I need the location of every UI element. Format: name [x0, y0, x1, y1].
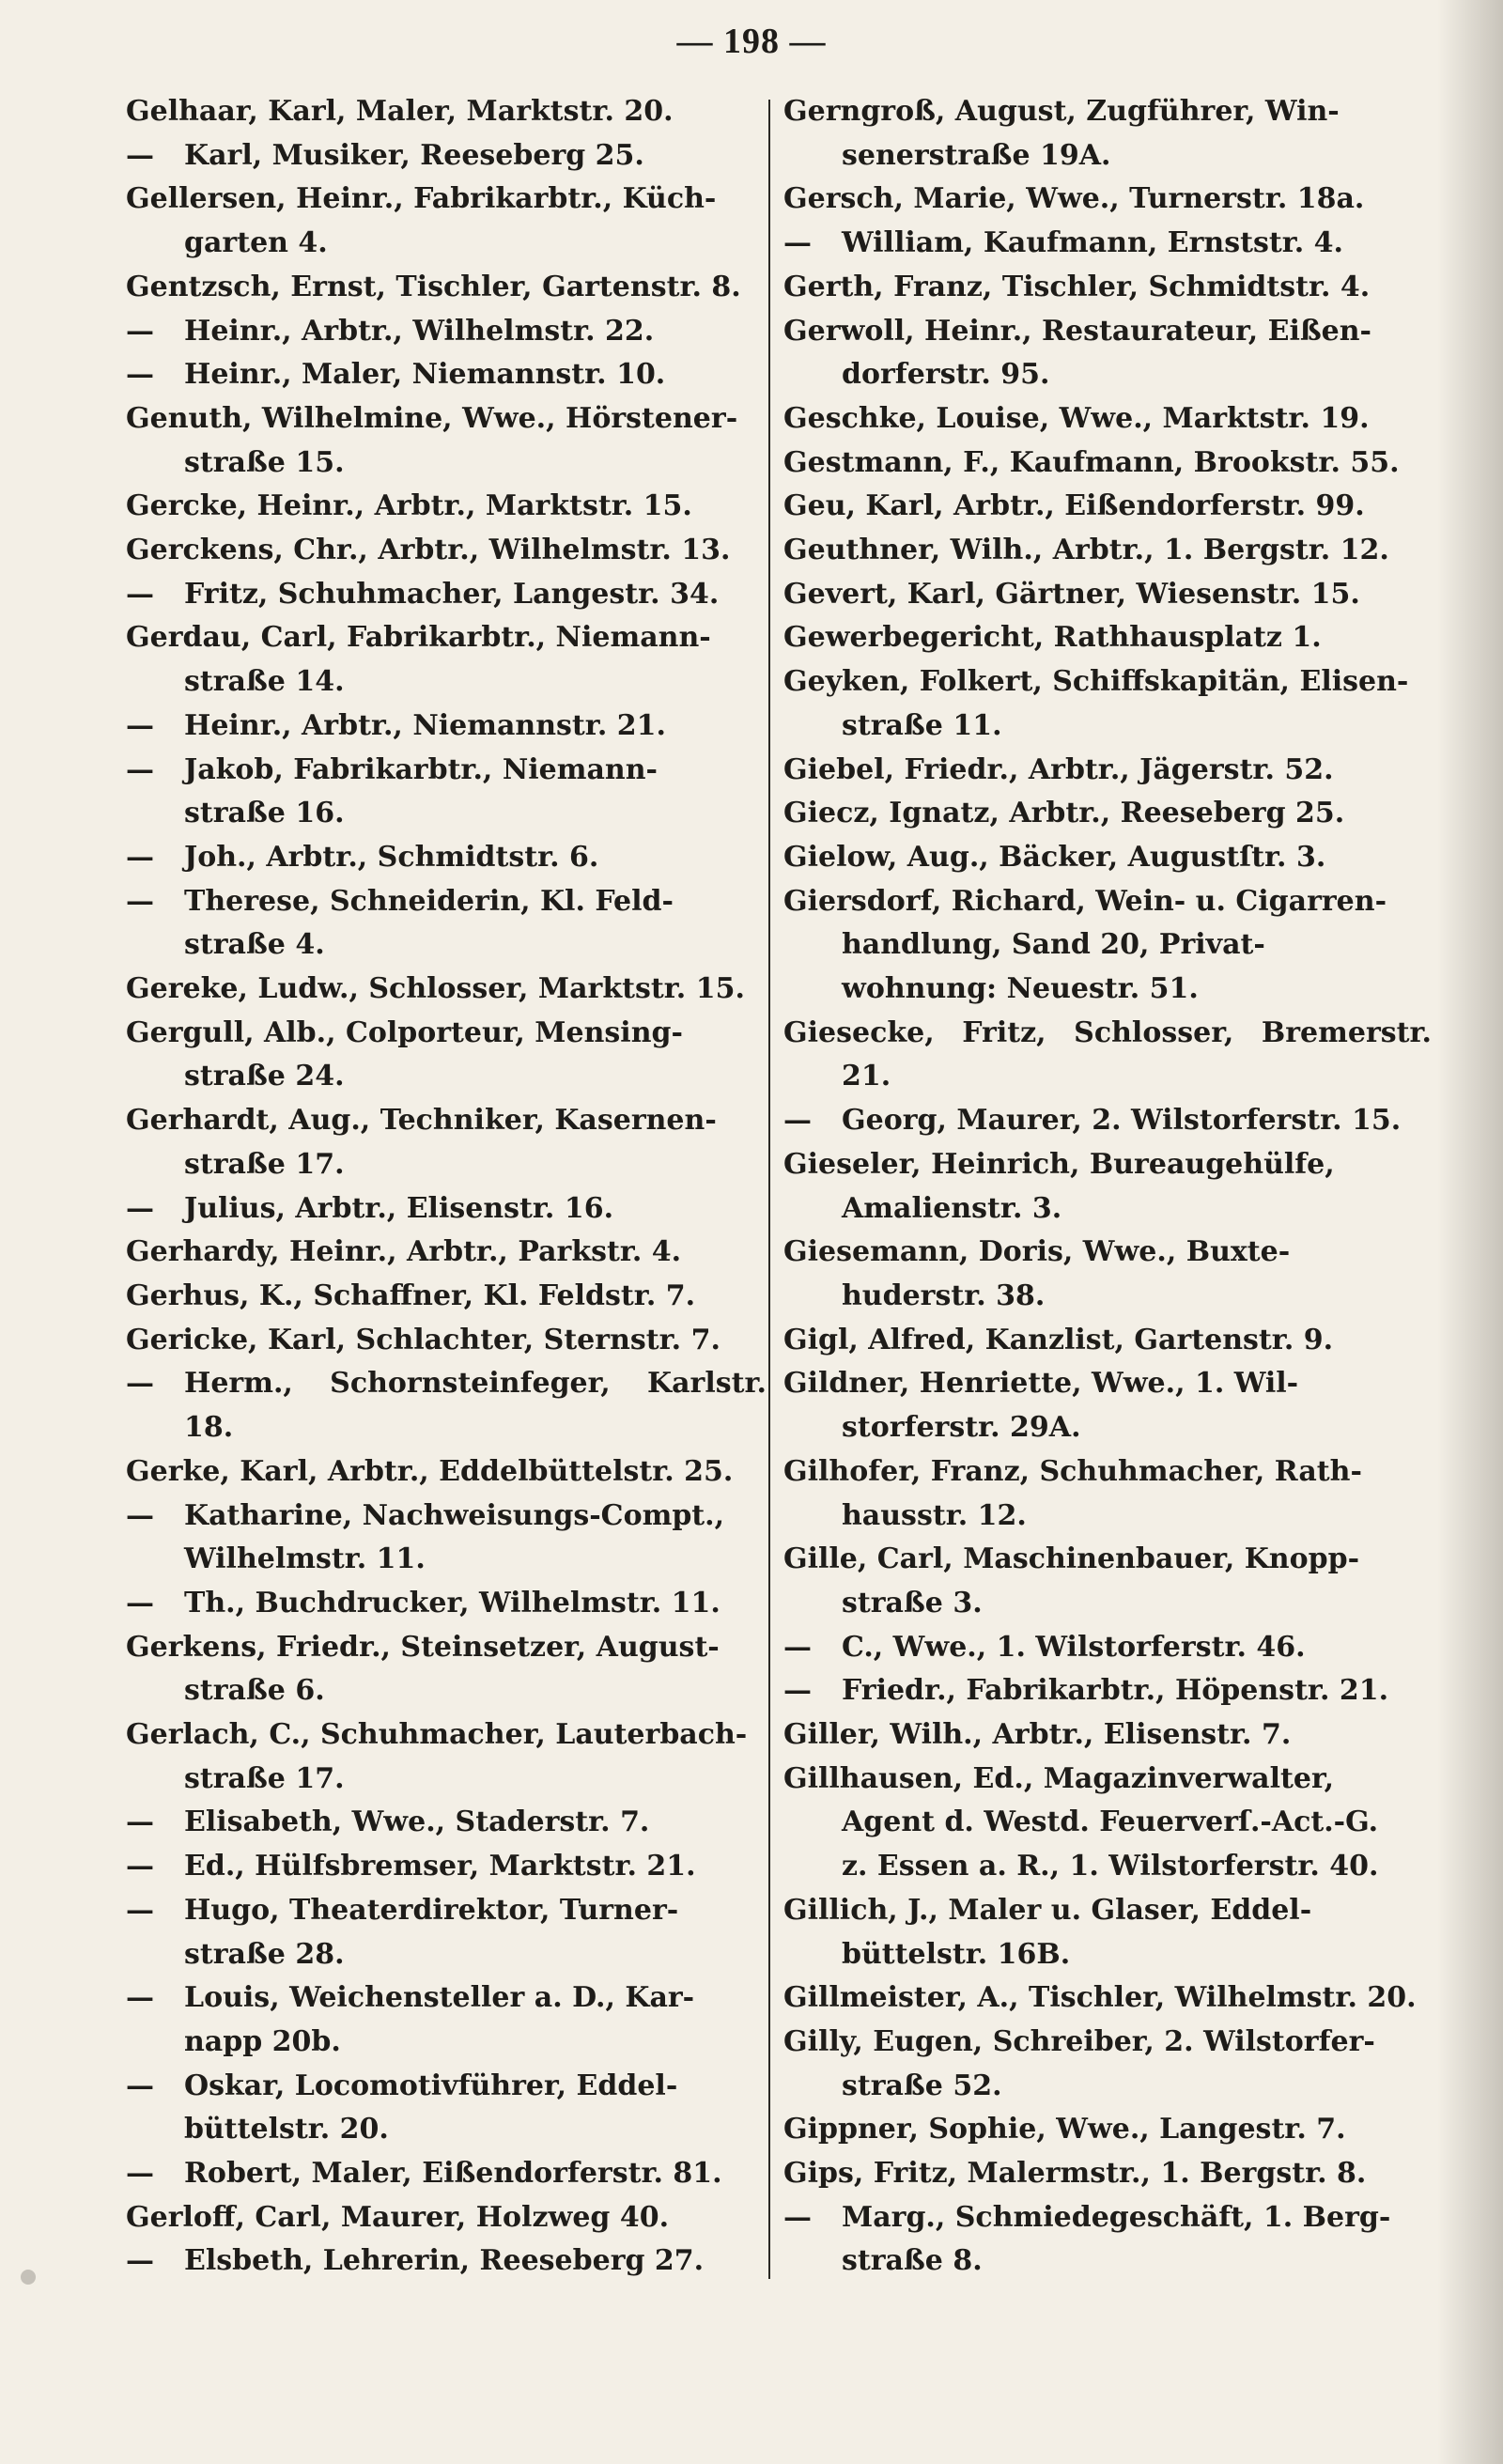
entry-line: büttelstr. 16B.: [842, 1937, 1071, 1971]
directory-entry: [783, 1362, 1432, 1449]
directory-entry: [783, 1626, 1432, 1670]
directory-entry: [126, 1889, 767, 1976]
entry-line: straße 6.: [184, 1674, 325, 1708]
entry-line: Wilhelmstr. 11.: [184, 1542, 426, 1576]
directory-entry: [126, 749, 767, 836]
entry-line: Giecz, Ignatz, Arbtr., Reeseberg 25.: [783, 797, 1345, 830]
entry-line: Gerwoll, Heinr., Restaurateur, Eißen-: [783, 314, 1371, 348]
entry-line: Therese, Schneiderin, Kl. Feld-: [184, 884, 674, 918]
directory-entry: [783, 573, 1432, 617]
entry-line: Gerhardt, Aug., Techniker, Kasernen-: [126, 1104, 717, 1138]
directory-entry: [126, 353, 767, 397]
directory-entry: [126, 1495, 767, 1582]
directory-entry: [126, 1582, 767, 1626]
entry-line: Amalienstr. 3.: [842, 1191, 1062, 1225]
entry-line: straße 52.: [842, 2069, 1002, 2102]
directory-entry: [126, 90, 767, 134]
ditto-dash: —: [783, 1630, 812, 1664]
directory-entry: [126, 1012, 767, 1099]
directory-entry: [783, 1450, 1432, 1538]
directory-entry: [126, 1976, 767, 2064]
directory-entry: [783, 1012, 1432, 1099]
ditto-dash: —: [126, 1367, 154, 1401]
ditto-dash: —: [126, 752, 154, 786]
ditto-dash: —: [126, 1981, 154, 2015]
ditto-dash: —: [783, 1104, 812, 1138]
entry-line: straße 4.: [184, 928, 325, 962]
entry-line: Karl, Musiker, Reeseberg 25.: [184, 138, 644, 172]
entry-line: straße 17.: [184, 1147, 345, 1181]
directory-entry: [783, 1319, 1432, 1363]
entry-line: handlung, Sand 20, Privat-: [842, 928, 1265, 962]
directory-entry: [126, 1231, 767, 1275]
entry-line: Heinr., Maler, Niemannstr. 10.: [184, 358, 666, 392]
directory-entry: [783, 880, 1432, 1012]
entry-line: Georg, Maurer, 2. Wilstorferstr. 15.: [842, 1104, 1402, 1138]
ditto-dash: —: [126, 1893, 154, 1927]
entry-line: Geuthner, Wilh., Arbtr., 1. Bergstr. 12.: [783, 534, 1389, 567]
directory-entry: [126, 1713, 767, 1801]
entry-line: Gielow, Aug., Bäcker, Augustſtr. 3.: [783, 840, 1326, 874]
directory-entry: [783, 2108, 1432, 2152]
directory-entry: [783, 1713, 1432, 1758]
entry-line: Th., Buchdrucker, Wilhelmstr. 11.: [184, 1586, 721, 1619]
entry-line: Agent d. Westd. Feuerverſ.-Act.-G.: [842, 1805, 1379, 1839]
entry-line: straße 15.: [184, 445, 345, 479]
entry-line: Gerke, Karl, Arbtr., Eddelbüttelstr. 25.: [126, 1454, 734, 1488]
directory-entry: [783, 616, 1432, 660]
entry-line: straße 24.: [184, 1060, 345, 1093]
ditto-dash: —: [126, 2244, 154, 2278]
entry-line: Gerlach, C., Schuhmacher, Lauterbach-: [126, 1718, 748, 1752]
entry-line: Giesemann, Doris, Wwe., Buxte-: [783, 1235, 1291, 1269]
directory-entry: [126, 1099, 767, 1186]
entry-line: Gercke, Heinr., Arbtr., Marktstr. 15.: [126, 489, 692, 523]
entry-line: Robert, Maler, Eißendorferstr. 81.: [184, 2157, 722, 2191]
entry-line: straße 11.: [842, 708, 1002, 742]
directory-entry: [783, 1669, 1432, 1713]
entry-line: Gillmeister, A., Tischler, Wilhelmstr. 20.: [783, 1981, 1417, 2015]
entry-line: senerstraße 19A.: [842, 138, 1111, 172]
entry-line: Genuth, Wilhelmine, Wwe., Hörstener-: [126, 401, 738, 435]
entry-line: Ed., Hülfsbremser, Marktstr. 21.: [184, 1850, 696, 1883]
left-column: [126, 90, 767, 2284]
directory-entry: [783, 1099, 1432, 1143]
directory-entry: [783, 792, 1432, 836]
entry-line: Gilhofer, Franz, Schuhmacher, Rath-: [783, 1454, 1362, 1488]
entry-line: Katharine, Nachweisungs-Compt.,: [184, 1498, 725, 1532]
ditto-dash: —: [126, 2157, 154, 2191]
directory-entry: [126, 1801, 767, 1845]
entry-line: Friedr., Fabrikarbtr., Höpenstr. 21.: [842, 1674, 1389, 1708]
directory-entry: [126, 1275, 767, 1319]
directory-entry: [126, 2065, 767, 2152]
ditto-dash: —: [126, 884, 154, 918]
directory-entry: [126, 529, 767, 573]
entry-line: Geyken, Folkert, Schiffskapitän, Elisen-: [783, 665, 1409, 699]
directory-entry: [783, 660, 1432, 748]
entry-line: Geu, Karl, Arbtr., Eißendorferstr. 99.: [783, 489, 1365, 523]
directory-entry: [783, 1231, 1432, 1318]
entry-line: Gersch, Marie, Wwe., Turnerstr. 18a.: [783, 182, 1365, 216]
directory-entry: [126, 2239, 767, 2284]
entry-line: Gentzsch, Ernst, Tischler, Gartenstr. 8.: [126, 270, 741, 303]
ditto-dash: —: [126, 358, 154, 392]
directory-entry: [126, 968, 767, 1012]
entry-line: Oskar, Locomotivführer, Eddel-: [184, 2069, 678, 2102]
directory-entry: [126, 1845, 767, 1889]
page-edge-shadow: [1437, 0, 1503, 2464]
ditto-dash: —: [783, 226, 812, 260]
entry-line: storferstr. 29A.: [842, 1411, 1081, 1445]
entry-line: Gericke, Karl, Schlachter, Sternstr. 7.: [126, 1323, 721, 1356]
entry-line: Julius, Arbtr., Elisenstr. 16.: [184, 1191, 614, 1225]
directory-entry: [126, 573, 767, 617]
directory-entry: [783, 178, 1432, 222]
ditto-dash: —: [126, 1850, 154, 1883]
entry-line: Elsbeth, Lehrerin, Reeseberg 27.: [184, 2244, 705, 2278]
entry-line: Fritz, Schuhmacher, Langestr. 34.: [184, 577, 720, 611]
directory-entry: [783, 397, 1432, 442]
entry-line: Gewerbegericht, Rathhausplatz 1.: [783, 621, 1322, 655]
entry-line: Giebel, Friedr., Arbtr., Jägerstr. 52.: [783, 752, 1334, 786]
entry-line: Gerckens, Chr., Arbtr., Wilhelmstr. 13.: [126, 534, 731, 567]
entry-line: Gips, Fritz, Malermstr., 1. Bergstr. 8.: [783, 2157, 1367, 2191]
entry-line: Gelhaar, Karl, Maler, Marktstr. 20.: [126, 95, 674, 128]
directory-entry: [783, 1976, 1432, 2021]
ditto-dash: —: [126, 1498, 154, 1532]
directory-entry: [783, 836, 1432, 880]
entry-line: Gerth, Franz, Tischler, Schmidtstr. 4.: [783, 270, 1371, 303]
directory-entry: [783, 1538, 1432, 1625]
directory-entry: [783, 2152, 1432, 2196]
directory-entry: [126, 310, 767, 354]
page-number: — 198 —: [676, 22, 827, 61]
directory-entry: [126, 836, 767, 880]
entry-line: Jakob, Fabrikarbtr., Niemann-: [184, 752, 658, 786]
entry-line: napp 20b.: [184, 2024, 341, 2058]
directory-entry: [126, 485, 767, 529]
ditto-dash: —: [126, 1805, 154, 1839]
directory-entry: [783, 266, 1432, 310]
directory-entry: [783, 529, 1432, 573]
entry-line: straße 28.: [184, 1937, 345, 1971]
entry-line: z. Essen a. R., 1. Wilstorferstr. 40.: [842, 1850, 1379, 1883]
directory-entry: [126, 1626, 767, 1713]
entry-line: Gigl, Alfred, Kanzlist, Gartenstr. 9.: [783, 1323, 1334, 1356]
entry-line: Giersdorf, Richard, Wein- u. Cigarren-: [783, 884, 1387, 918]
entry-line: William, Kaufmann, Ernststr. 4.: [842, 226, 1343, 260]
entry-line: Giesecke, Fritz, Schlosser, Bremerstr. 21.: [783, 1015, 1432, 1093]
ditto-dash: —: [126, 708, 154, 742]
entry-line: Gereke, Ludw., Schlosser, Marktstr. 15.: [126, 972, 745, 1006]
entry-line: dorferstr. 95.: [842, 358, 1050, 392]
directory-entry: [126, 134, 767, 178]
entry-line: Gerhardy, Heinr., Arbtr., Parkstr. 4.: [126, 1235, 682, 1269]
directory-entry: [126, 2152, 767, 2196]
entry-line: Gerhus, K., Schaffner, Kl. Feldstr. 7.: [126, 1278, 696, 1312]
entry-line: C., Wwe., 1. Wilstorferstr. 46.: [842, 1630, 1306, 1664]
ditto-dash: —: [783, 1674, 812, 1708]
entry-line: straße 14.: [184, 665, 345, 699]
entry-line: hausstr. 12.: [842, 1498, 1027, 1532]
right-column: [783, 90, 1432, 2284]
ditto-dash: —: [126, 138, 154, 172]
entry-line: straße 17.: [184, 1761, 345, 1795]
entry-line: Marg., Schmiedegeschäft, 1. Berg-: [842, 2200, 1391, 2234]
directory-entry: [783, 2196, 1432, 2284]
directory-entry: [126, 616, 767, 704]
ditto-dash: —: [783, 2200, 812, 2234]
entry-line: Gerngroß, August, Zugführer, Win-: [783, 95, 1340, 128]
directory-entry: [126, 1319, 767, 1363]
entry-line: straße 16.: [184, 797, 345, 830]
entry-line: straße 8.: [842, 2244, 983, 2278]
directory-entry: [783, 1143, 1432, 1231]
directory-entry: [783, 442, 1432, 486]
entry-line: huderstr. 38.: [842, 1278, 1046, 1312]
entry-line: Herm., Schornsteinfeger, Karlstr. 18.: [184, 1367, 767, 1445]
entry-line: Gillich, J., Maler u. Glaser, Eddel-: [783, 1893, 1312, 1927]
directory-entry: [126, 397, 767, 485]
entry-line: Hugo, Theaterdirektor, Turner-: [184, 1893, 679, 1927]
directory-entry: [126, 178, 767, 265]
entry-line: Gellersen, Heinr., Fabrikarbtr., Küch-: [126, 182, 717, 216]
ditto-dash: —: [126, 1586, 154, 1619]
ditto-dash: —: [126, 577, 154, 611]
entry-line: Gillhausen, Ed., Magazinverwalter,: [783, 1761, 1335, 1795]
ditto-dash: —: [126, 1191, 154, 1225]
entry-line: Louis, Weichensteller a. D., Kar-: [184, 1981, 695, 2015]
entry-line: Heinr., Arbtr., Niemannstr. 21.: [184, 708, 666, 742]
directory-entry: [126, 1187, 767, 1232]
entry-line: Gerkens, Friedr., Steinsetzer, August-: [126, 1630, 720, 1664]
directory-entry: [783, 485, 1432, 529]
ditto-dash: —: [126, 840, 154, 874]
directory-entry: [783, 2021, 1432, 2108]
entry-line: Heinr., Arbtr., Wilhelmstr. 22.: [184, 314, 655, 348]
directory-entry: [783, 222, 1432, 266]
entry-line: Joh., Arbtr., Schmidtstr. 6.: [184, 840, 599, 874]
ditto-dash: —: [126, 314, 154, 348]
scan-speck: [21, 2270, 36, 2285]
entry-line: Gildner, Henriette, Wwe., 1. Wil-: [783, 1367, 1299, 1401]
directory-entry: [126, 1362, 767, 1449]
directory-entry: [126, 705, 767, 749]
entry-line: straße 3.: [842, 1586, 983, 1619]
entry-line: Gieseler, Heinrich, Bureaugehülfe,: [783, 1147, 1335, 1181]
entry-line: Gerloff, Carl, Maurer, Holzweg 40.: [126, 2200, 670, 2234]
entry-line: Gestmann, F., Kaufmann, Brookstr. 55.: [783, 445, 1400, 479]
directory-entry: [126, 880, 767, 968]
entry-line: Gippner, Sophie, Wwe., Langestr. 7.: [783, 2113, 1346, 2146]
directory-entry: [126, 266, 767, 310]
entry-line: Elisabeth, Wwe., Staderstr. 7.: [184, 1805, 650, 1839]
entry-line: wohnung: Neuestr. 51.: [842, 972, 1199, 1006]
ditto-dash: —: [126, 2069, 154, 2102]
directory-entry: [783, 749, 1432, 793]
directory-entry: [783, 90, 1432, 178]
directory-entry: [783, 1889, 1432, 1976]
column-divider: [768, 100, 770, 2279]
entry-line: Gergull, Alb., Colporteur, Mensing-: [126, 1015, 683, 1049]
directory-entry: [126, 2196, 767, 2240]
entry-line: garten 4.: [184, 226, 328, 260]
directory-entry: [783, 1758, 1432, 1889]
directory-entry: [126, 1450, 767, 1495]
entry-line: Gevert, Karl, Gärtner, Wiesenstr. 15.: [783, 577, 1360, 611]
entry-line: Gerdau, Carl, Fabrikarbtr., Niemann-: [126, 621, 711, 655]
entry-line: büttelstr. 20.: [184, 2113, 389, 2146]
entry-line: Giller, Wilh., Arbtr., Elisenstr. 7.: [783, 1718, 1292, 1752]
entry-line: Gille, Carl, Maschinenbauer, Knopp-: [783, 1542, 1360, 1576]
directory-entry: [783, 310, 1432, 397]
entry-line: Geschke, Louise, Wwe., Marktstr. 19.: [783, 401, 1370, 435]
entry-line: Gilly, Eugen, Schreiber, 2. Wilstorfer-: [783, 2024, 1375, 2058]
